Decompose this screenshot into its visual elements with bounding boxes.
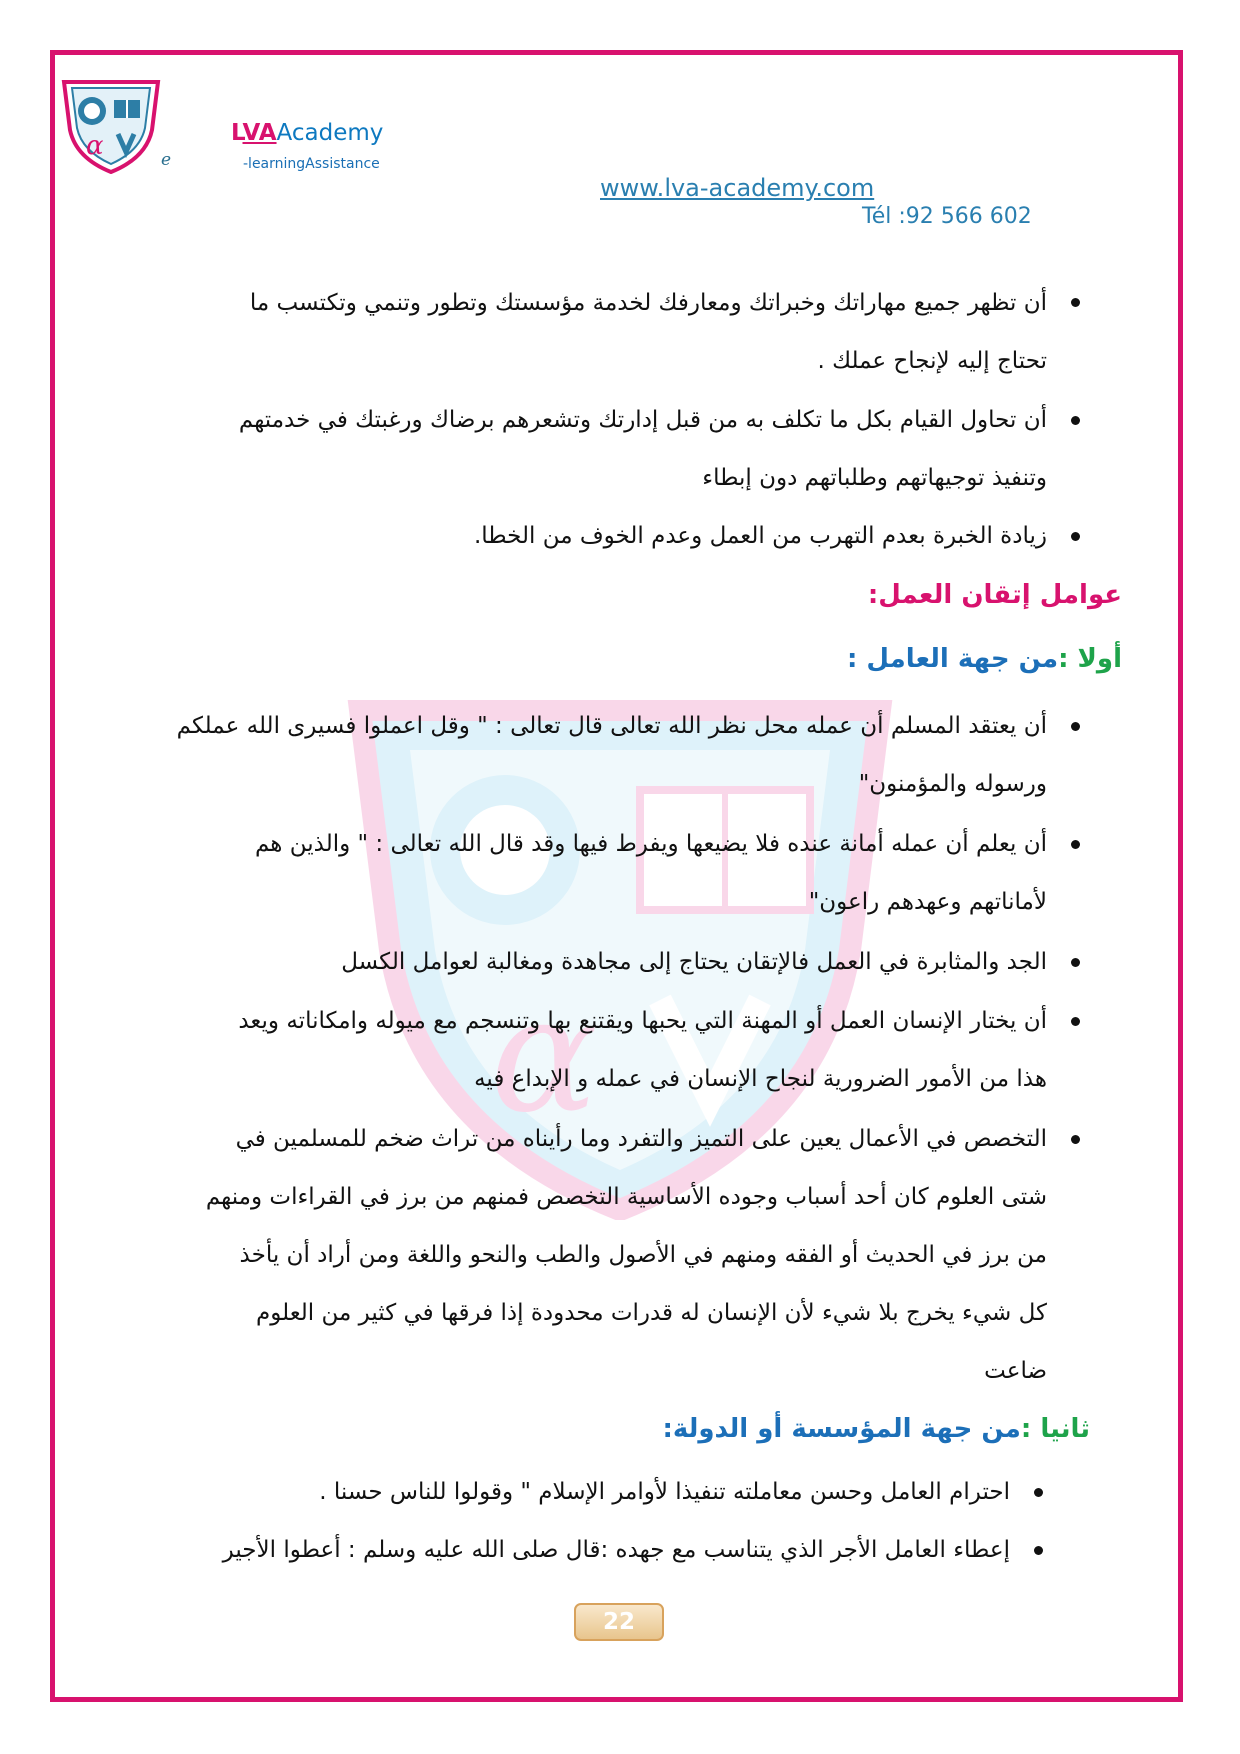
worker-4-line-1: أن يختار الإنسان العمل أو المهنة التي يحبها ويقتنع بها وتنسجم مع ميوله وامكاناته ويعد	[238, 1008, 1047, 1034]
brand-suffix: Academy	[276, 120, 384, 146]
intro-2-line-1: أن تحاول القيام بكل ما تكلف به من قبل إدارتك وتشعرهم برضاك ورغبتك في خدمتهم	[238, 407, 1047, 433]
website-link[interactable]: www.lva-academy.com	[600, 174, 875, 202]
subsection-heading-institution	[662, 1414, 1090, 1444]
svg-text:α: α	[86, 131, 104, 161]
subsection-title: من جهة العامل :	[846, 644, 1059, 674]
intro-1-line-2: تحتاج إليه لإنجاح عملك .	[817, 348, 1047, 374]
logo-letter: e	[161, 150, 172, 170]
worker-5-line-3: من برز في الحديث أو الفقه ومنهم في الأصول والطب والنحو واللغة ومن أراد أن يأخذ	[239, 1242, 1047, 1268]
worker-1-line-2: ورسوله والمؤمنون"	[858, 771, 1047, 797]
bullet-icon	[1034, 1488, 1043, 1497]
bullet-icon	[1034, 1546, 1043, 1555]
subsection-title: من جهة المؤسسة أو الدولة:	[662, 1414, 1021, 1444]
institution-2-line-1: إعطاء العامل الأجر الذي يتناسب مع جهده :قال صلى الله عليه وسلم : أعطوا الأجير	[222, 1537, 1010, 1563]
bullet-icon	[1071, 958, 1080, 967]
bullet-icon	[1071, 722, 1080, 731]
worker-1-line-1: أن يعتقد المسلم أن عمله محل نظر الله تعالى قال تعالى : " وقل اعملوا فسيرى الله عملكم	[176, 713, 1047, 739]
worker-5-line-1: التخصص في الأعمال يعين على التميز والتفرد وما رأيناه من تراث ضخم للمسلمين في	[235, 1126, 1047, 1152]
intro-2-line-2: وتنفيذ توجيهاتهم وطلباتهم دون إبطاء	[702, 465, 1047, 491]
subsection-heading-worker	[847, 644, 1122, 674]
bullet-icon	[1071, 840, 1080, 849]
brand-va: VA	[242, 120, 277, 146]
intro-1-line-1: أن تظهر جميع مهاراتك وخبراتك ومعارفك لخدمة مؤسستك وتطور وتنمي وتكتسب ما	[249, 290, 1047, 316]
worker-2-line-1: أن يعلم أن عمله أمانة عنده فلا يضيعها ويفرط فيها وقد قال الله تعالى : " والذين هم	[255, 831, 1047, 857]
bullet-icon	[1071, 298, 1080, 307]
brand-tagline: -learningAssistance	[243, 156, 380, 172]
bullet-icon	[1071, 1135, 1080, 1144]
subsection-label: أولا :	[1058, 644, 1122, 674]
phone-number: Tél :92 566 602	[862, 204, 1032, 229]
page-number: 22	[574, 1603, 664, 1641]
subsection-label: ثانيا :	[1020, 1414, 1090, 1444]
intro-3-line-1: زيادة الخبرة بعدم التهرب من العمل وعدم الخوف من الخطا.	[473, 523, 1047, 549]
worker-3-line-1: الجد والمثابرة في العمل فالإتقان يحتاج إلى مجاهدة ومغالبة لعوامل الكسل	[341, 949, 1047, 975]
section-title: عوامل إتقان العمل:	[867, 580, 1122, 610]
worker-4-line-2: هذا من الأمور الضرورية لنجاح الإنسان في عمله و الإبداع فيه	[474, 1066, 1047, 1092]
institution-1-line-1: احترام العامل وحسن معاملته تنفيذا لأوامر الإسلام " وقولوا للناس حسنا .	[319, 1479, 1010, 1505]
worker-2-line-2: لأماناتهم وعهدهم راعون"	[808, 889, 1047, 915]
academy-logo-icon	[58, 78, 164, 174]
svg-text:α: α	[490, 961, 599, 1148]
brand-prefix: L	[231, 120, 243, 146]
worker-5-line-2: شتى العلوم كان أحد أسباب وجوده الأساسية التخصص فمنهم من برز في القراءات ومنهم	[205, 1184, 1047, 1210]
bullet-icon	[1071, 416, 1080, 425]
worker-5-line-4: كل شيء يخرج بلا شيء لأن الإنسان له قدرات محدودة إذا فرقها في كثير من العلوم	[255, 1300, 1047, 1326]
bullet-icon	[1071, 532, 1080, 541]
brand-name	[231, 120, 383, 146]
worker-5-line-5: ضاعت	[984, 1358, 1047, 1384]
bullet-icon	[1071, 1017, 1080, 1026]
